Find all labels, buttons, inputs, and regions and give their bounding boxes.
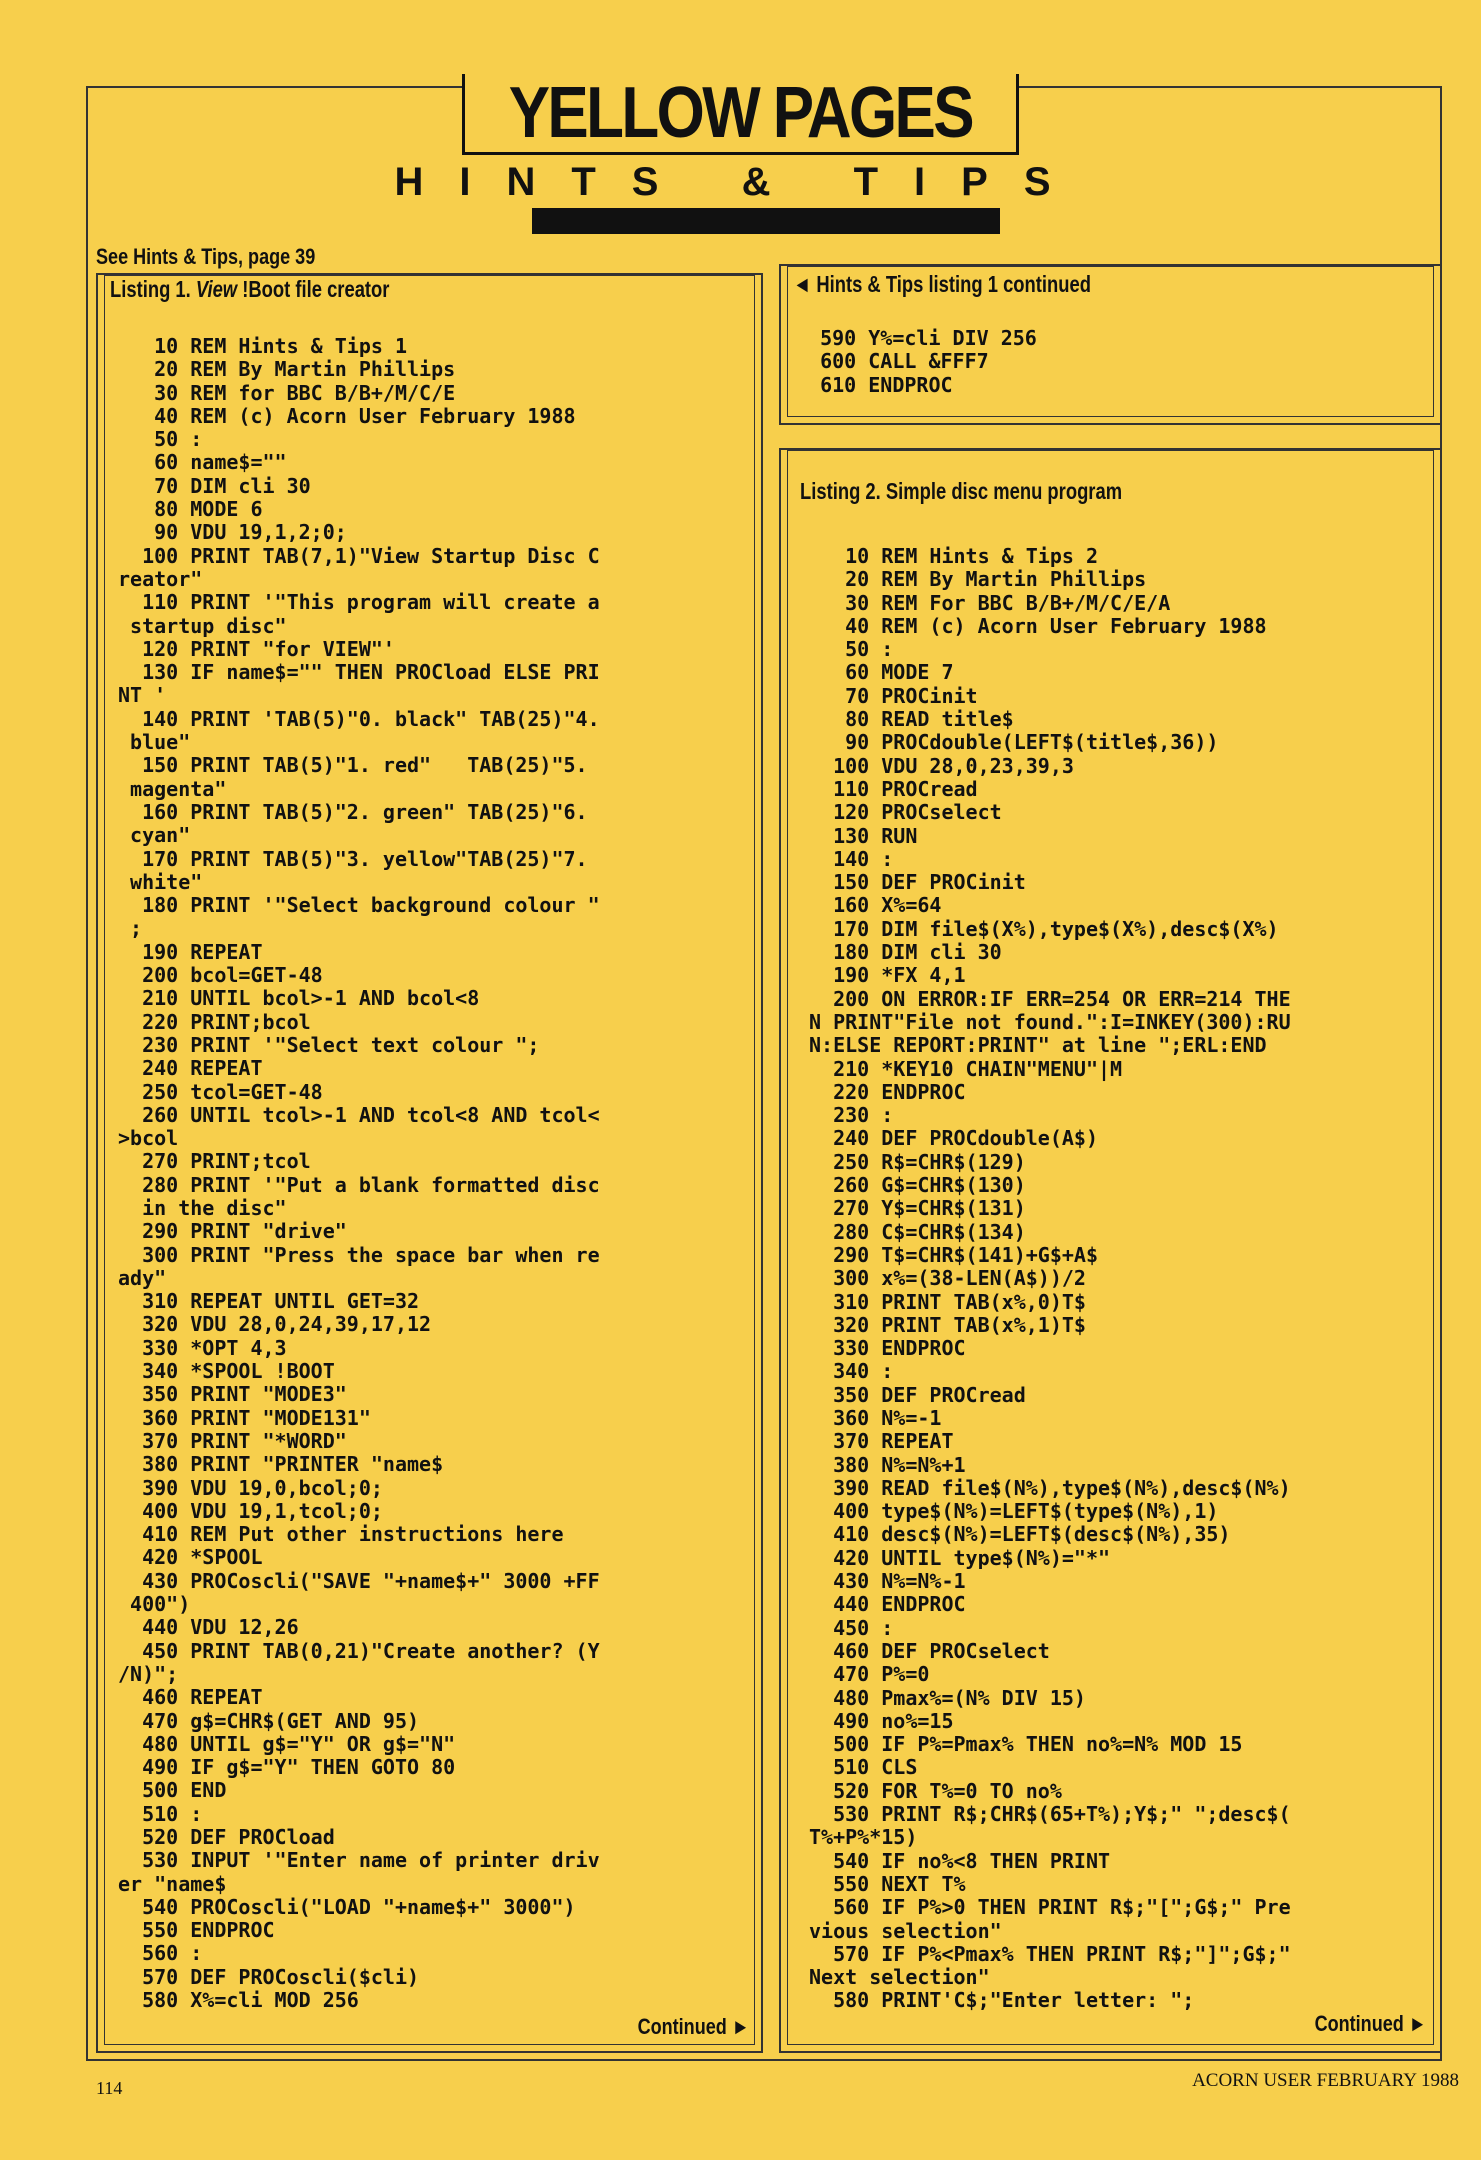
code-line: 460 DEF PROCselect <box>809 1638 1050 1663</box>
code-line: 330 *OPT 4,3 <box>118 1335 287 1360</box>
code-line: 400 type$(N%)=LEFT$(type$(N%),1) <box>809 1499 1219 1524</box>
code-line: 270 Y$=CHR$(131) <box>809 1196 1026 1221</box>
code-line: 140 PRINT 'TAB(5)"0. black" TAB(25)"4. <box>118 706 600 731</box>
code-line: er "name$ <box>118 1871 227 1896</box>
code-line: 20 REM By Martin Phillips <box>809 567 1147 592</box>
code-line: 490 IF g$="Y" THEN GOTO 80 <box>118 1755 456 1780</box>
code-line: 100 PRINT TAB(7,1)"View Startup Disc C <box>118 543 600 568</box>
code-line: 360 PRINT "MODE131" <box>118 1405 371 1430</box>
page-number: 114 <box>96 2078 123 2098</box>
code-line: 350 DEF PROCread <box>809 1382 1026 1407</box>
code-line: 440 VDU 12,26 <box>118 1615 299 1640</box>
code-line: 160 PRINT TAB(5)"2. green" TAB(25)"6. <box>118 799 588 824</box>
code-line: 590 Y%=cli DIV 256 <box>796 326 1037 350</box>
code-line: 370 PRINT "*WORD" <box>118 1428 347 1453</box>
code-line: 240 REPEAT <box>118 1056 263 1081</box>
code-line: 120 PRINT "for VIEW"' <box>118 636 395 661</box>
code-line: 410 REM Put other instructions here <box>118 1522 564 1547</box>
code-line: 70 PROCinit <box>809 683 978 708</box>
code-line: 420 *SPOOL <box>118 1545 263 1570</box>
code-line: 470 P%=0 <box>809 1662 930 1687</box>
code-line: cyan" <box>118 823 191 848</box>
listing1-title-rest: !Boot file creator <box>237 276 390 302</box>
code-line: 20 REM By Martin Phillips <box>118 357 456 382</box>
code-line: 260 UNTIL tcol>-1 AND tcol<8 AND tcol< <box>118 1102 600 1127</box>
code-line: 200 ON ERROR:IF ERR=254 OR ERR=214 THE <box>809 986 1291 1011</box>
code-line: 140 : <box>809 846 894 871</box>
code-line: NT ' <box>118 683 167 708</box>
header <box>0 74 1481 155</box>
code-line: 610 ENDPROC <box>796 372 953 397</box>
listing2-continued: Continued ► <box>1314 2011 1427 2036</box>
code-line: 560 IF P%>0 THEN PRINT R$;"[";G$;" Pre <box>809 1895 1291 1920</box>
code-line: 340 *SPOOL !BOOT <box>118 1359 335 1384</box>
code-line: 230 PRINT '"Select text colour "; <box>118 1032 540 1057</box>
code-line: N:ELSE REPORT:PRINT" at line ";ERL:END <box>809 1033 1267 1058</box>
code-line: 310 PRINT TAB(x%,0)T$ <box>809 1289 1086 1314</box>
code-line: >bcol <box>118 1126 179 1151</box>
code-line: ; <box>118 916 143 941</box>
code-line: 120 PROCselect <box>809 800 1002 825</box>
code-line: 60 name$="" <box>118 450 287 475</box>
code-line: 400 VDU 19,1,tcol;0; <box>118 1498 383 1523</box>
code-line: 480 Pmax%=(N% DIV 15) <box>809 1685 1086 1710</box>
code-line: 380 PRINT "PRINTER "name$ <box>118 1452 444 1477</box>
code-line: 80 READ title$ <box>809 707 1014 732</box>
code-line: blue" <box>118 730 191 755</box>
code-line: 510 CLS <box>809 1755 918 1780</box>
code-line: 290 PRINT "drive" <box>118 1219 347 1244</box>
code-line: 490 no%=15 <box>809 1708 954 1733</box>
code-line: N PRINT"File not found.":I=INKEY(300):RU <box>809 1009 1291 1034</box>
listing1-title-italic: View <box>195 276 238 302</box>
code-line: 80 MODE 6 <box>118 497 263 522</box>
code-line: 520 FOR T%=0 TO no% <box>809 1778 1062 1803</box>
code-line: 530 INPUT '"Enter name of printer driv <box>118 1848 600 1873</box>
code-line: 460 REPEAT <box>118 1685 263 1710</box>
code-line: 390 READ file$(N%),type$(N%),desc$(N%) <box>809 1475 1291 1500</box>
code-line: 410 desc$(N%)=LEFT$(desc$(N%),35) <box>809 1522 1231 1547</box>
code-line: 320 VDU 28,0,24,39,17,12 <box>118 1312 432 1337</box>
code-line: 560 : <box>118 1941 203 1966</box>
code-line: 550 NEXT T% <box>809 1871 966 1896</box>
code-line: 530 PRINT R$;CHR$(65+T%);Y$;" ";desc$( <box>809 1802 1291 1827</box>
code-line: 510 : <box>118 1801 203 1826</box>
code-line: 220 ENDPROC <box>809 1079 966 1104</box>
code-line: 470 g$=CHR$(GET AND 95) <box>118 1708 420 1733</box>
code-line: T%+P%*15) <box>809 1825 918 1850</box>
code-line: 240 DEF PROCdouble(A$) <box>809 1126 1098 1151</box>
listing1-title <box>110 276 389 303</box>
code-line: 400") <box>118 1592 191 1617</box>
code-line: 450 PRINT TAB(0,21)"Create another? (Y <box>118 1638 600 1663</box>
listing1-code <box>118 335 600 2012</box>
listing1-title-prefix: Listing 1. <box>110 276 191 302</box>
code-line: magenta" <box>118 776 227 801</box>
code-line: 440 ENDPROC <box>809 1592 966 1617</box>
code-line: 100 VDU 28,0,23,39,3 <box>809 753 1074 778</box>
code-line: 450 : <box>809 1615 894 1640</box>
code-line: 280 PRINT '"Put a blank formatted disc <box>118 1172 600 1197</box>
title-underline-bar <box>532 208 1000 234</box>
code-line: 280 C$=CHR$(134) <box>809 1219 1026 1244</box>
code-line: 430 PROCoscli("SAVE "+name$+" 3000 +FF <box>118 1568 600 1593</box>
listing1-continued: Continued ► <box>637 2014 750 2039</box>
code-line: white" <box>118 869 203 894</box>
code-line: 330 ENDPROC <box>809 1336 966 1361</box>
code-line: 90 VDU 19,1,2;0; <box>118 520 347 545</box>
code-line: 300 x%=(38-LEN(A$))/2 <box>809 1266 1086 1291</box>
code-line: 60 MODE 7 <box>809 660 954 685</box>
code-line: 130 IF name$="" THEN PROCload ELSE PRI <box>118 660 600 685</box>
code-line: 180 PRINT '"Select background colour " <box>118 893 600 918</box>
page-title: YELLOW PAGES <box>508 73 973 153</box>
code-line: 170 DIM file$(X%),type$(X%),desc$(X%) <box>809 916 1279 941</box>
listing1-cont-title: ◄ Hints & Tips listing 1 continued <box>793 271 1091 297</box>
code-line: 320 PRINT TAB(x%,1)T$ <box>809 1312 1086 1337</box>
code-line: 110 PRINT '"This program will create a <box>118 590 600 615</box>
code-line: 290 T$=CHR$(141)+G$+A$ <box>809 1242 1098 1267</box>
code-line: 40 REM (c) Acorn User February 1988 <box>809 613 1267 638</box>
code-line: 310 REPEAT UNTIL GET=32 <box>118 1289 420 1314</box>
code-line: 10 REM Hints & Tips 2 <box>809 544 1098 568</box>
code-line: 540 IF no%<8 THEN PRINT <box>809 1848 1111 1873</box>
code-line: 200 bcol=GET-48 <box>118 963 323 988</box>
code-line: 420 UNTIL type$(N%)="*" <box>809 1545 1111 1570</box>
code-line: 190 REPEAT <box>118 939 263 964</box>
code-line: 190 *FX 4,1 <box>809 963 966 988</box>
code-line: 180 DIM cli 30 <box>809 940 1002 965</box>
code-line: Next selection" <box>809 1965 990 1990</box>
code-line: 550 ENDPROC <box>118 1918 275 1943</box>
code-line: 300 PRINT "Press the space bar when re <box>118 1242 600 1267</box>
code-line: 150 PRINT TAB(5)"1. red" TAB(25)"5. <box>118 753 588 778</box>
code-line: 250 tcol=GET-48 <box>118 1079 323 1104</box>
code-line: 30 REM for BBC B/B+/M/C/E <box>118 380 456 405</box>
code-line: 220 PRINT;bcol <box>118 1009 311 1034</box>
code-line: 130 RUN <box>809 823 918 848</box>
title-box <box>462 74 1019 155</box>
listing1-cont-code <box>796 327 1037 397</box>
code-line: 150 DEF PROCinit <box>809 870 1026 895</box>
code-line: reator" <box>118 566 203 591</box>
see-reference: See Hints & Tips, page 39 <box>96 244 316 269</box>
code-line: in the disc" <box>118 1195 287 1220</box>
code-line: 230 : <box>809 1103 894 1128</box>
code-line: 540 PROCoscli("LOAD "+name$+" 3000") <box>118 1894 576 1919</box>
code-line: 50 : <box>118 427 203 452</box>
code-line: 340 : <box>809 1359 894 1384</box>
code-line: 170 PRINT TAB(5)"3. yellow"TAB(25)"7. <box>118 846 588 871</box>
code-line: 520 DEF PROCload <box>118 1825 335 1849</box>
code-line: ady" <box>118 1265 167 1290</box>
code-line: /N)"; <box>118 1661 179 1686</box>
code-line: 50 : <box>809 637 894 662</box>
code-line: 40 REM (c) Acorn User February 1988 <box>118 403 576 428</box>
page-subtitle: HINTS & TIPS <box>394 160 1087 204</box>
code-line: 600 CALL &FFF7 <box>796 349 989 374</box>
code-line: 580 PRINT'C$;"Enter letter: "; <box>809 1988 1195 2013</box>
code-line: vious selection" <box>809 1918 1002 1943</box>
code-line: 160 X%=64 <box>809 893 942 918</box>
code-line: 110 PROCread <box>809 776 978 801</box>
code-line: 360 N%=-1 <box>809 1405 942 1430</box>
code-line: 210 *KEY10 CHAIN"MENU"|M <box>809 1056 1123 1081</box>
code-line: 370 REPEAT <box>809 1429 954 1454</box>
code-line: 260 G$=CHR$(130) <box>809 1173 1026 1198</box>
code-line: 570 IF P%<Pmax% THEN PRINT R$;"]";G$;" <box>809 1941 1291 1966</box>
code-line: 70 DIM cli 30 <box>118 473 311 498</box>
code-line: 500 END <box>118 1778 227 1803</box>
code-line: 350 PRINT "MODE3" <box>118 1382 347 1407</box>
listing2-code <box>809 545 1291 2013</box>
code-line: 30 REM For BBC B/B+/M/C/E/A <box>809 590 1171 615</box>
code-line: 430 N%=N%-1 <box>809 1569 966 1594</box>
code-line: startup disc" <box>118 613 287 638</box>
code-line: 500 IF P%=Pmax% THEN no%=N% MOD 15 <box>809 1732 1243 1757</box>
magazine-footer: ACORN USER FEBRUARY 1988 <box>1192 2070 1459 2091</box>
code-line: 570 DEF PROCoscli($cli) <box>118 1964 420 1989</box>
listing2-title: Listing 2. Simple disc menu program <box>800 478 1123 504</box>
code-line: 250 R$=CHR$(129) <box>809 1149 1026 1174</box>
code-line: 90 PROCdouble(LEFT$(title$,36)) <box>809 730 1219 755</box>
code-line: 10 REM Hints & Tips 1 <box>118 334 407 358</box>
code-line: 390 VDU 19,0,bcol;0; <box>118 1475 383 1500</box>
code-line: 380 N%=N%+1 <box>809 1452 966 1477</box>
code-line: 210 UNTIL bcol>-1 AND bcol<8 <box>118 986 480 1011</box>
code-line: 580 X%=cli MOD 256 <box>118 1988 359 2013</box>
code-line: 480 UNTIL g$="Y" OR g$="N" <box>118 1731 456 1756</box>
code-line: 270 PRINT;tcol <box>118 1149 311 1174</box>
